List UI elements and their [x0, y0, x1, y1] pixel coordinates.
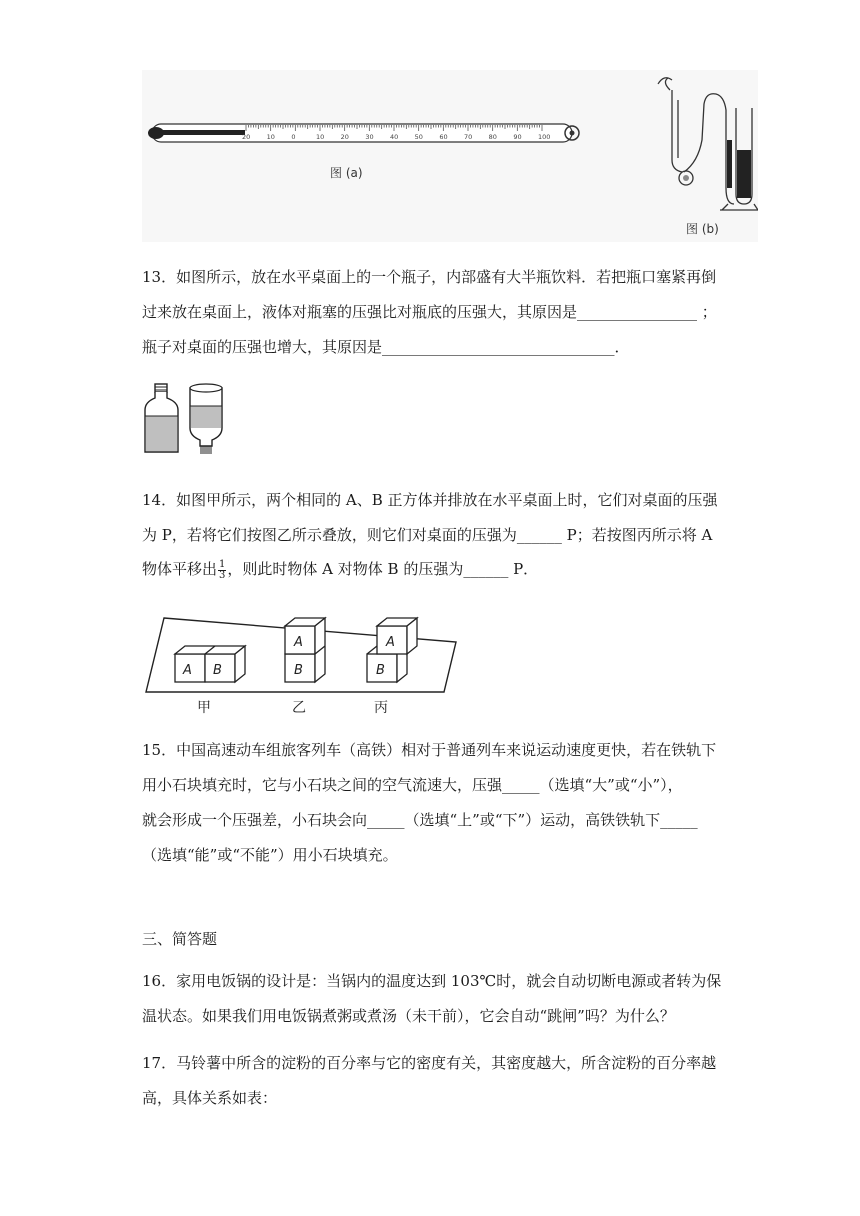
q14-line-3-pre: 物体平移出	[142, 560, 218, 578]
figure-label-bing: 丙	[374, 700, 388, 716]
thermometer-scale-label: 70	[464, 133, 473, 141]
q15-line-4: （选填“能”或“不能”）用小石块填充。	[142, 846, 398, 864]
thermometer-scale-label: 0	[291, 133, 296, 141]
thermometer-scale-label: 10	[266, 133, 275, 141]
q13-line-1: 13．如图所示，放在水平桌面上的一个瓶子，内部盛有大半瓶饮料．若把瓶口塞紧再倒	[142, 268, 717, 286]
q17-line-1: 17．马铃薯中所含的淀粉的百分率与它的密度有关，其密度越大，所含淀粉的百分率越	[142, 1054, 717, 1072]
thermometer-scale-label: 30	[365, 133, 374, 141]
thermometer-scale-label: 40	[390, 133, 399, 141]
q15-line-1: 15．中国高速动车组旅客列车（高铁）相对于普通列车来说运动速度更快，若在铁轨下	[142, 741, 717, 759]
thermometer-scale-label: 90	[513, 133, 522, 141]
figure-caption-a: 图 (a)	[330, 166, 363, 180]
q14-line-1: 14．如图甲所示，两个相同的 A、B 正方体并排放在水平桌面上时，它们对桌面的压强	[142, 491, 718, 509]
q17-line-2: 高，具体关系如表：	[142, 1089, 278, 1107]
thermometer-scale-label: 20	[242, 133, 251, 141]
thermometer-scale-label: 50	[414, 133, 423, 141]
q15-line-2: 用小石块填充时，它与小石块之间的空气流速大，压强_____（选填“大”或“小”），	[142, 776, 683, 794]
q14-line-3-post: ，则此时物体 A 对物体 B 的压强为______ P．	[227, 560, 539, 578]
cube-label-a-yi: A	[294, 635, 303, 650]
cube-stacking-figure	[142, 612, 460, 716]
q14-line-2: 为 P，若将它们按图乙所示叠放，则它们对桌面的压强为______ P；若按图丙所示将 A	[142, 526, 713, 544]
cube-label-b-bing: B	[376, 663, 385, 678]
q16-line-2: 温状态。如果我们用电饭锅煮粥或煮汤（未干前），它会自动“跳闸”吗？为什么？	[142, 1007, 675, 1025]
thermometer-scale-label: 20	[340, 133, 349, 141]
thermometer-scale-label: 100	[538, 133, 551, 141]
q15-line-3: 就会形成一个压强差，小石块会向_____（选填“上”或“下”）运动，高铁铁轨下_____	[142, 811, 698, 829]
thermometer-figure-svg	[142, 70, 758, 242]
thermometer-scale-label: 80	[488, 133, 497, 141]
bottle-figure	[142, 380, 242, 458]
cube-label-a-bing: A	[386, 635, 395, 650]
cube-label-a-jia: A	[183, 663, 192, 678]
cube-label-b-yi: B	[294, 663, 303, 678]
q13-line-3: 瓶子对桌面的压强也增大，其原因是_______________________________．	[142, 338, 630, 356]
q16-line-1: 16．家用电饭锅的设计是：当锅内的温度达到 103℃时，就会自动切断电源或者转为保	[142, 972, 722, 990]
thermometer-scale-label: 10	[316, 133, 325, 141]
figure-label-jia: 甲	[197, 700, 211, 716]
q14-line-3	[142, 559, 538, 581]
figure-thermometer-manometer	[142, 70, 758, 242]
section-title-short-answer: 三、简答题	[142, 930, 218, 948]
fraction-one-third: $\frac{1}{3}$	[219, 558, 226, 581]
figure-label-yi: 乙	[292, 700, 306, 716]
thermometer-scale-label: 60	[439, 133, 448, 141]
cube-label-b-jia: B	[213, 663, 222, 678]
q13-line-2: 过来放在桌面上，液体对瓶塞的压强比对瓶底的压强大，其原因是________________ ；	[142, 303, 717, 321]
figure-caption-b: 图 (b)	[686, 222, 719, 236]
